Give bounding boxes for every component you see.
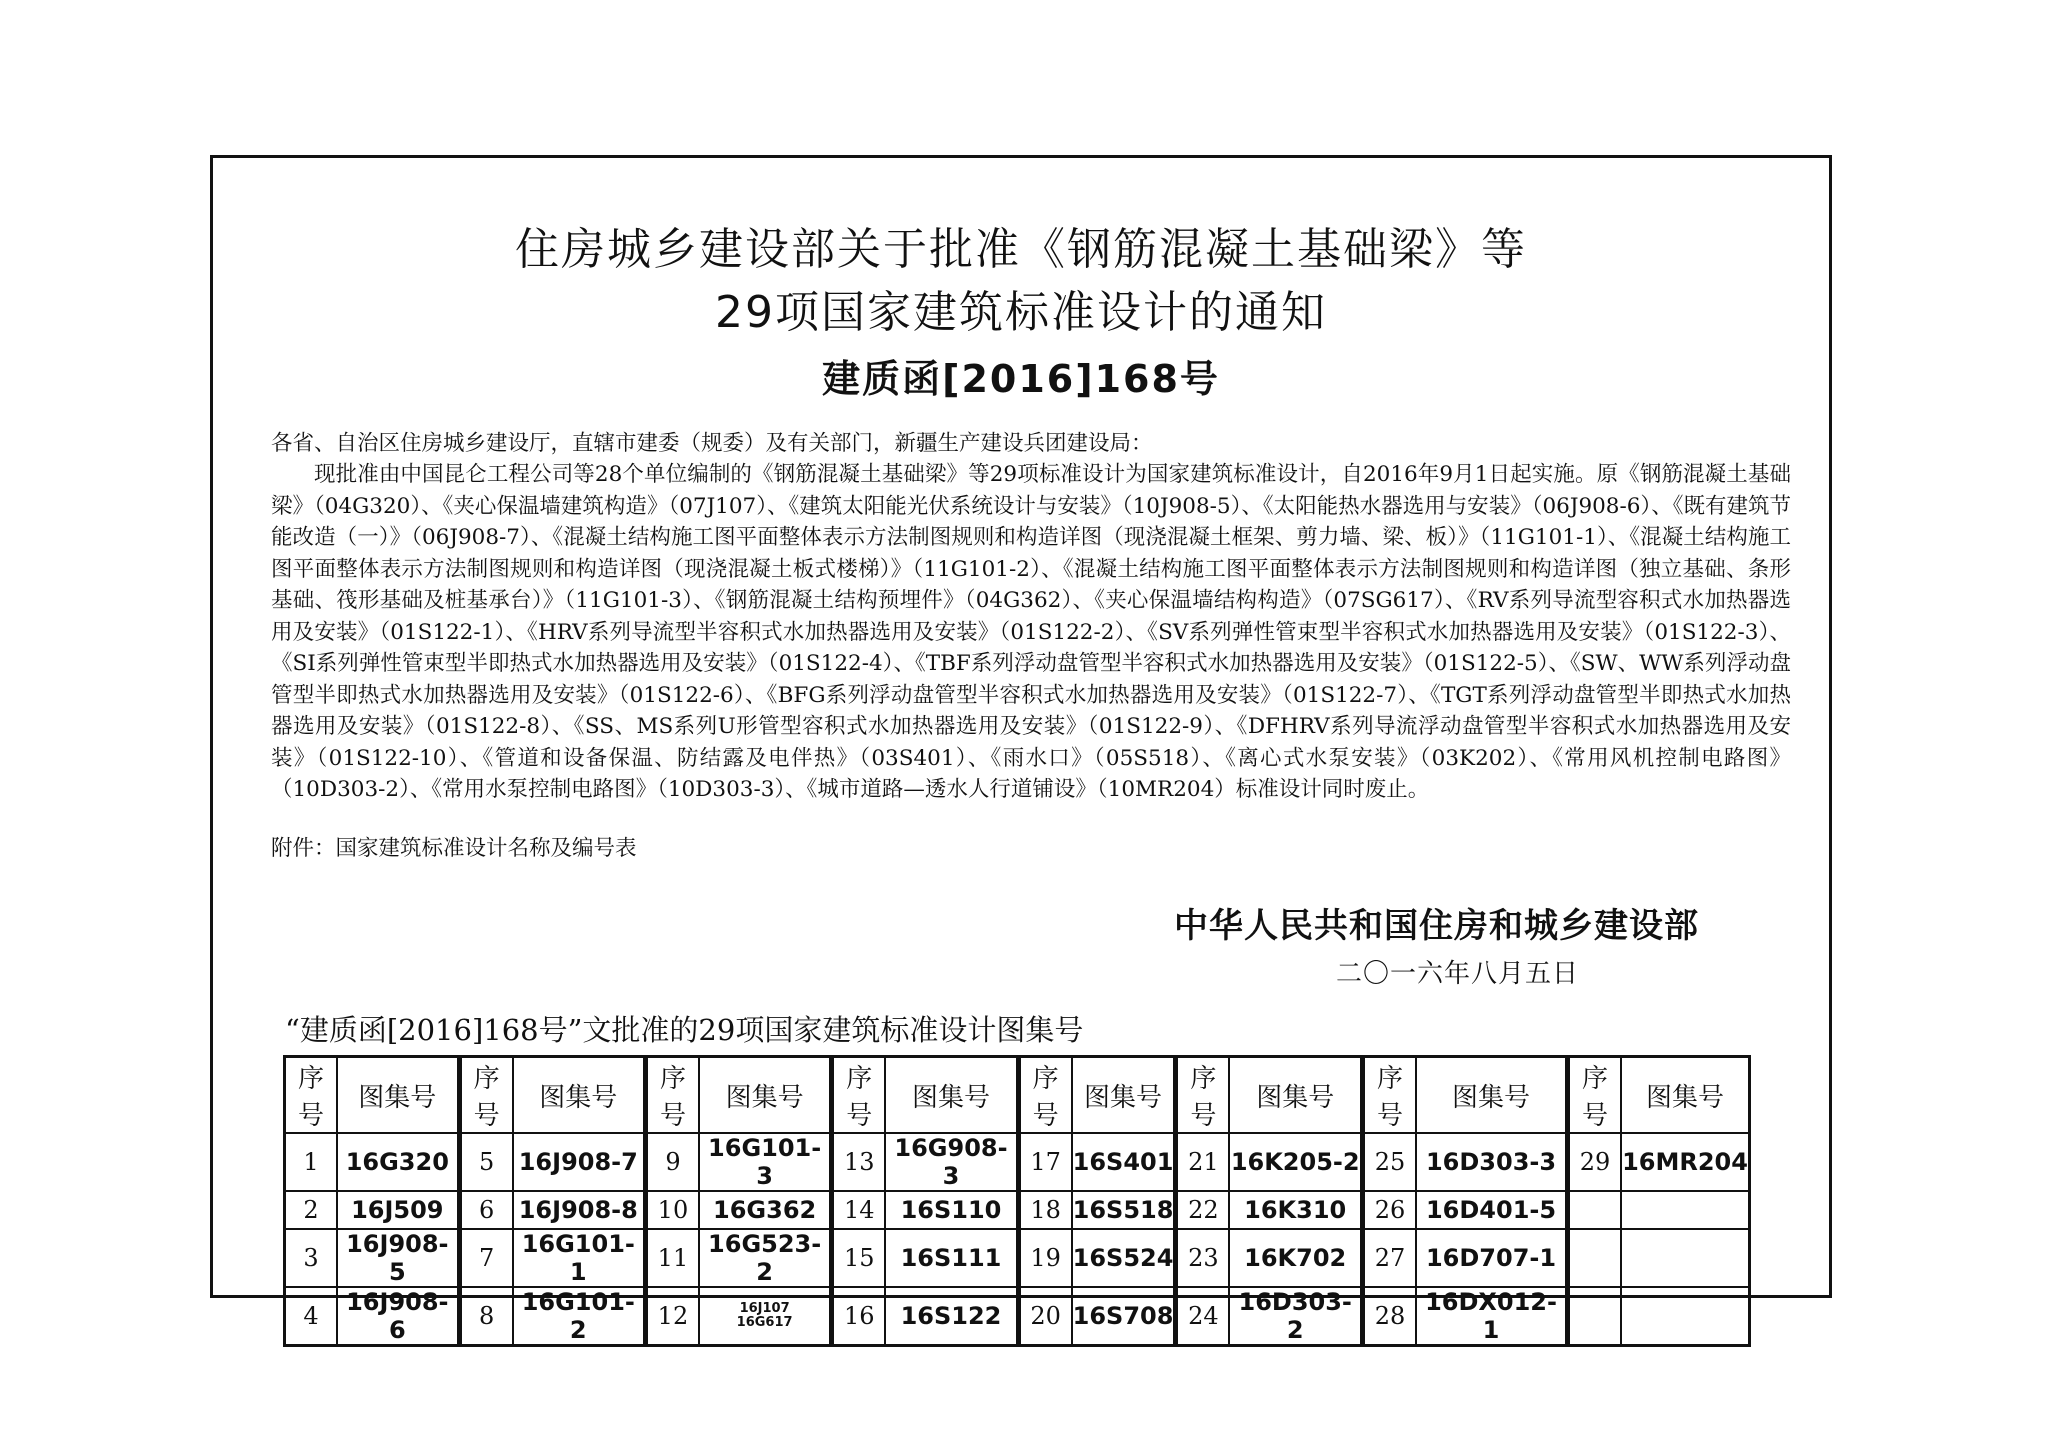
row-index: 9 — [645, 1133, 699, 1191]
attachment-line: 附件：国家建筑标准设计名称及编号表 — [271, 836, 637, 861]
row-index — [1568, 1287, 1622, 1346]
atlas-code-stacked: 16J107 — [739, 1301, 790, 1316]
atlas-code: 16J509 — [337, 1191, 459, 1229]
atlas-code: 16D303-3 — [1416, 1133, 1568, 1191]
header-atlas-code: 图集号 — [337, 1057, 459, 1134]
row-index: 5 — [459, 1133, 513, 1191]
atlas-code: 16J908-7 — [513, 1133, 646, 1191]
header-index: 序号 — [1176, 1057, 1230, 1134]
row-index: 24 — [1176, 1287, 1230, 1346]
row-index: 2 — [285, 1191, 338, 1229]
row-index — [1568, 1191, 1622, 1229]
notice-title-line-1: 住房城乡建设部关于批准《钢筋混凝土基础梁》等 — [515, 224, 1527, 275]
row-index: 29 — [1568, 1133, 1622, 1191]
header-index: 序号 — [1018, 1057, 1072, 1134]
header-atlas-code: 图集号 — [1072, 1057, 1176, 1134]
header-atlas-code: 图集号 — [1229, 1057, 1362, 1134]
row-index: 7 — [459, 1229, 513, 1287]
row-index: 10 — [645, 1191, 699, 1229]
row-index: 19 — [1018, 1229, 1072, 1287]
atlas-code: 16S518 — [1072, 1191, 1176, 1229]
atlas-code: 16K205-2 — [1229, 1133, 1362, 1191]
atlas-code: 16K310 — [1229, 1191, 1362, 1229]
row-index: 22 — [1176, 1191, 1230, 1229]
atlas-code: 16J908-5 — [337, 1229, 459, 1287]
header-atlas-code: 图集号 — [513, 1057, 646, 1134]
header-index: 序号 — [459, 1057, 513, 1134]
row-index: 8 — [459, 1287, 513, 1346]
table-body — [285, 1133, 1750, 1346]
row-index: 27 — [1362, 1229, 1416, 1287]
atlas-code: 16S524 — [1072, 1229, 1176, 1287]
atlas-code: 16DX012-1 — [1416, 1287, 1568, 1346]
row-index: 13 — [832, 1133, 886, 1191]
atlas-code-table — [283, 1055, 1751, 1347]
row-index: 6 — [459, 1191, 513, 1229]
header-index: 序号 — [832, 1057, 886, 1134]
row-index — [1568, 1229, 1622, 1287]
atlas-code — [1621, 1229, 1749, 1287]
row-index: 28 — [1362, 1287, 1416, 1346]
atlas-code — [1621, 1287, 1749, 1346]
header-index: 序号 — [1362, 1057, 1416, 1134]
row-index: 26 — [1362, 1191, 1416, 1229]
header-atlas-code: 图集号 — [699, 1057, 832, 1134]
row-index: 1 — [285, 1133, 338, 1191]
row-index: 12 — [645, 1287, 699, 1346]
row-index: 17 — [1018, 1133, 1072, 1191]
atlas-code — [1621, 1191, 1749, 1229]
header-index: 序号 — [645, 1057, 699, 1134]
document-number: 建质函[2016]168号 — [822, 357, 1220, 401]
atlas-code: 16S111 — [885, 1229, 1018, 1287]
atlas-code: 16G101-3 — [699, 1133, 832, 1191]
atlas-code-stacked: 16G617 — [736, 1315, 793, 1330]
atlas-code: 16D707-1 — [1416, 1229, 1568, 1287]
atlas-code: 16MR204 — [1621, 1133, 1749, 1191]
atlas-code — [699, 1287, 832, 1346]
atlas-code: 16G362 — [699, 1191, 832, 1229]
row-index: 25 — [1362, 1133, 1416, 1191]
atlas-code: 16G908-3 — [885, 1133, 1018, 1191]
row-index: 3 — [285, 1229, 338, 1287]
document-frame — [210, 155, 1832, 1344]
atlas-code: 16J908-8 — [513, 1191, 646, 1229]
header-index: 序号 — [285, 1057, 338, 1134]
header-atlas-code: 图集号 — [1621, 1057, 1749, 1134]
atlas-code: 16S708 — [1072, 1287, 1176, 1346]
row-index: 4 — [285, 1287, 338, 1346]
atlas-code: 16J908-6 — [337, 1287, 459, 1346]
table-row — [285, 1229, 1750, 1287]
atlas-code: 16S122 — [885, 1287, 1018, 1346]
table-row — [285, 1191, 1750, 1229]
table-row — [285, 1133, 1750, 1191]
row-index: 21 — [1176, 1133, 1230, 1191]
header-atlas-code: 图集号 — [885, 1057, 1018, 1134]
atlas-code: 16G101-1 — [513, 1229, 646, 1287]
table-title: “建质函[2016]168号”文批准的29项国家建筑标准设计图集号 — [285, 1013, 1084, 1047]
atlas-code: 16K702 — [1229, 1229, 1362, 1287]
atlas-code: 16S401 — [1072, 1133, 1176, 1191]
issuing-authority: 中华人民共和国住房和城乡建设部 — [1174, 906, 1699, 946]
atlas-code: 16D401-5 — [1416, 1191, 1568, 1229]
row-index: 16 — [832, 1287, 886, 1346]
row-index: 23 — [1176, 1229, 1230, 1287]
issue-date: 二〇一六年八月五日 — [1335, 959, 1579, 989]
salutation: 各省、自治区住房城乡建设厅，直辖市建委（规委）及有关部门，新疆生产建设兵团建设局： — [271, 431, 1153, 456]
row-index: 15 — [832, 1229, 886, 1287]
row-index: 20 — [1018, 1287, 1072, 1346]
row-index: 14 — [832, 1191, 886, 1229]
row-index: 18 — [1018, 1191, 1072, 1229]
atlas-code: 16D303-2 — [1229, 1287, 1362, 1346]
table-header-row — [285, 1057, 1750, 1134]
notice-body-paragraph: 现批准由中国昆仑工程公司等28个单位编制的《钢筋混凝土基础梁》等29项标准设计为国家建筑标准设计，自2016年9月1日起实施。原《钢筋混凝土基础梁》（04G320）、《夹心保温墙建筑构造》（07J107）、《建筑太阳能光伏系统设计与安装》（10J908-5）、《太阳能热水器选用与安装》（06J908-6）、《既有建筑节能改造（一）》（06J908-7）、《混凝土结构施工图平面整体表示方法制图规则和构造详图（现浇混凝土框架、剪力墙、梁、板）》（11G101-1）、《混凝土结构施工图平面整体表示方法制图规则和构造详图（现浇混凝土板式楼梯）》（11G101-2）、《混凝土结构施工图平面整体表示方法制图规则和构造详图（独立基础、条形基础、筏形基础及桩基承台）》（11G101-3）、《钢筋混凝土结构预埋件》（04G362）、《夹心保温墙结构构造》（07SG617）、《RV系列导流型容积式水加热器选用及安装》（01S122-1）、《HRV系列导流型半容积式水加热器选用及安装》（01S122-2）、《SV系列弹性管束型半容积式水加热器选用及安装》（01S122-3）、《SI系列弹性管束型半即热式水加热器选用及安装》（01S122-4）、《TBF系列浮动盘管型半容积式水加热器选用及安装》（01S122-5）、《SW、WW系列浮动盘管型半即热式水加热器选用及安装》（01S122-6）、《BFG系列浮动盘管型半容积式水加热器选用及安装》（01S122-7）、《TGT系列浮动盘管型半即热式水加热器选用及安装》（01S122-8）、《SS、MS系列U形管型容积式水加热器选用及安装》（01S122-9）、《DFHRV系列导流浮动盘管型半容积式水加热器选用及安装》（01S122-10）、《管道和设备保温、防结露及电伴热》（03S401）、《雨水口》（05S518）、《离心式水泵安装》（03K202）、《常用风机控制电路图》（10D303-2）、《常用水泵控制电路图》（10D303-3）、《城市道路—透水人行道铺设》（10MR204）标准设计同时废止。 — [271, 462, 1791, 802]
atlas-code: 16G320 — [337, 1133, 459, 1191]
notice-title-line-2: 29项国家建筑标准设计的通知 — [715, 287, 1327, 338]
header-atlas-code: 图集号 — [1416, 1057, 1568, 1134]
atlas-code: 16G523-2 — [699, 1229, 832, 1287]
atlas-code: 16G101-2 — [513, 1287, 646, 1346]
atlas-code: 16S110 — [885, 1191, 1018, 1229]
header-index: 序号 — [1568, 1057, 1622, 1134]
row-index: 11 — [645, 1229, 699, 1287]
table-row — [285, 1287, 1750, 1346]
